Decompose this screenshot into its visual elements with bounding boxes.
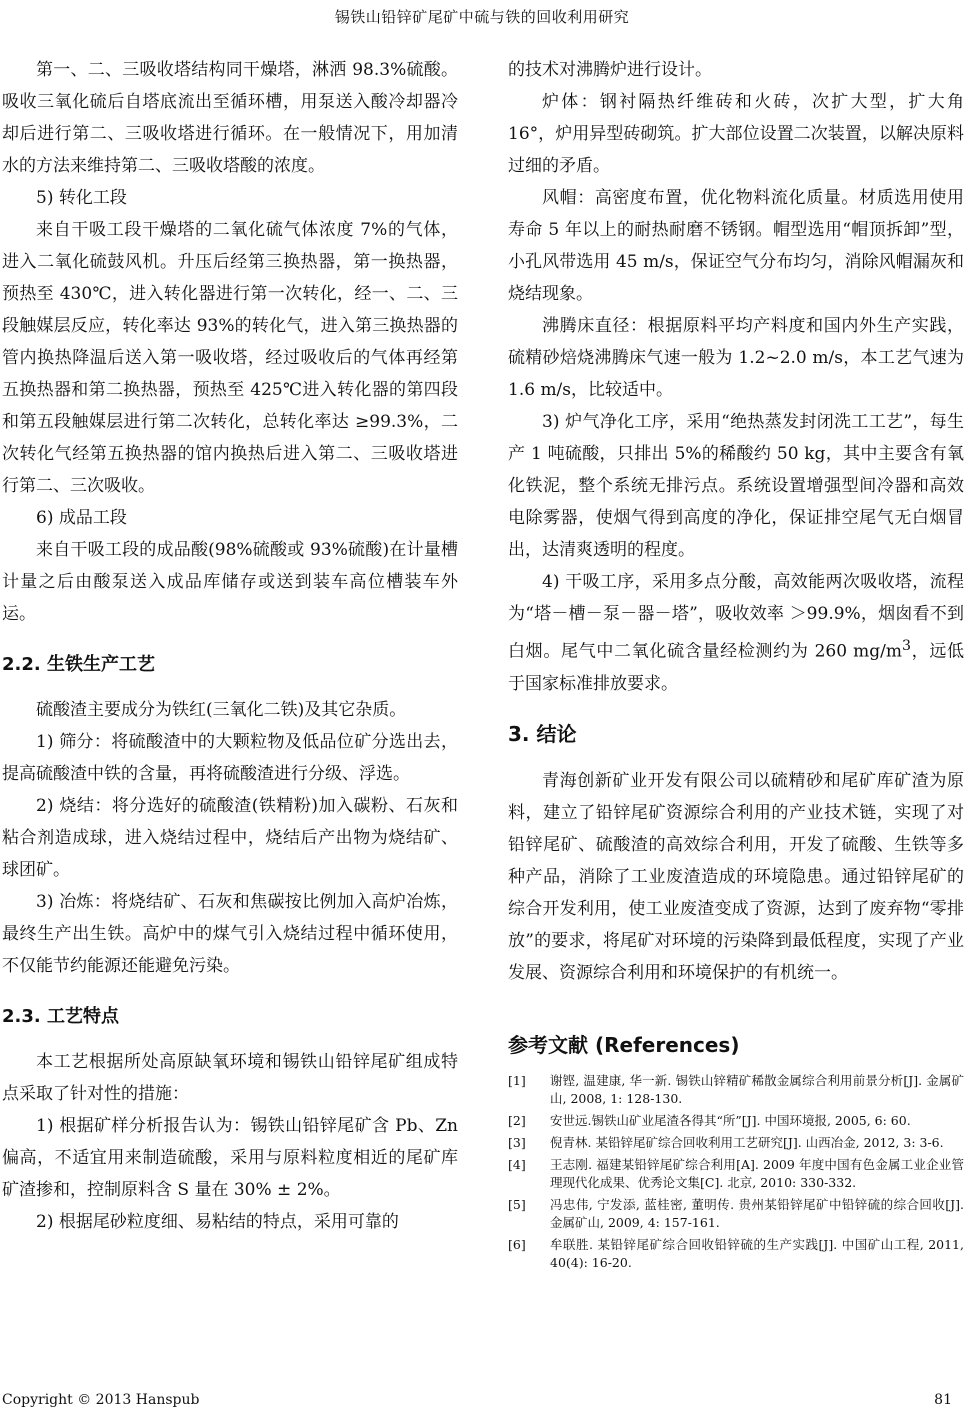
paragraph: 青海创新矿业开发有限公司以硫精砂和尾矿库矿渣为原料，建立了铅锌尾矿资源综合利用的产业技术链，实现了对铅锌尾矿、硫酸渣的高效综合利用，开发了硫酸、生铁等多种产品，消除了工业废渣造成的环境隐患。通过铅锌尾矿的综合开发利用，使工业废渣变成了资源，达到了废弃物“零排放”的要求，将尾矿对环境的污染降到最低程度，实现了产业发展、资源综合利用和环境保护的有机统一。 bbox=[508, 770, 964, 983]
reference-text: 王志刚. 福建某铅锌尾矿综合利用[A]. 2009 年度中国有色金属工业企业管理现代化成果、优秀论文集[C]. 北京, 2010: 330-332. bbox=[550, 1156, 964, 1190]
reference-text: 牟联胜. 某铅锌尾矿综合回收铅锌硫的生产实践[J]. 中国矿山工程, 2011, 40(4): 16-20. bbox=[550, 1236, 964, 1270]
section-heading-2-3: 2.3. 工艺特点 bbox=[2, 1006, 119, 1027]
copyright-notice: Copyright © 2013 Hanspub bbox=[2, 1392, 200, 1408]
reference-list bbox=[508, 1072, 964, 1272]
paragraph: 来自干吸工段的成品酸(98%硫酸或 93%硫酸)在计量槽计量之后由酸泵送入成品库储存或送到装车高位槽装车外运。 bbox=[2, 540, 458, 624]
paragraph: 炉体：钢衬隔热纤维砖和火砖，次扩大型，扩大角 16°，炉用异型砖砌筑。扩大部位设置二次装置，以解决原料过细的矛盾。 bbox=[508, 92, 964, 176]
paragraph: 第一、二、三吸收塔结构同干燥塔，淋洒 98.3%硫酸。吸收三氧化硫后自塔底流出至循环槽，用泵送入酸冷却器冷却后进行第二、三吸收塔进行循环。在一般情况下，用加清水的方法来维持第二、三吸收塔酸的浓度。 bbox=[2, 60, 458, 176]
paragraph: 3) 炉气净化工序，采用“绝热蒸发封闭洗工工艺”，每生产 1 吨硫酸，只排出 5%的稀酸约 50 kg，其中主要含有氧化铁泥，整个系统无排污点。系统设置增强型间冷器和高效电除雾器，使烟气得到高度的净化，保证排空尾气无白烟冒出，达清爽透明的程度。 bbox=[508, 412, 964, 560]
reference-number: [3] bbox=[508, 1134, 526, 1150]
paragraph bbox=[508, 566, 964, 700]
reference-item bbox=[508, 1156, 964, 1192]
section-heading-2-2: 2.2. 生铁生产工艺 bbox=[2, 654, 155, 675]
reference-item bbox=[508, 1196, 964, 1232]
paragraph: 来自干吸工段干燥塔的二氧化硫气体浓度 7%的气体，进入二氧化硫鼓风机。升压后经第三换热器，第一换热器，预热至 430℃，进入转化器进行第一次转化，经一、二、三段触媒层反应，转化率达 93%的转化气，进入第三换热器的管内换热降温后送入第一吸收塔，经过吸收后的气体再经第五换热器和第二换热器，预热至 425℃进入转化器的第四段和第五段触媒层进行第二次转化，总转化率达 ≥99.3%，二次转化气经第五换热器的馆内换热后进入第二、三吸收塔进行第二、三次吸收。 bbox=[2, 220, 458, 496]
paragraph: 沸腾床直径：根据原料平均产料度和国内外生产实践，硫精砂焙烧沸腾床气速一般为 1.2~2.0 m/s，本工艺气速为 1.6 m/s，比较适中。 bbox=[508, 316, 964, 400]
paragraph: 1) 筛分：将硫酸渣中的大颗粒物及低品位矿分选出去，提高硫酸渣中铁的含量，再将硫酸渣进行分级、浮选。 bbox=[2, 732, 458, 784]
reference-text: 谢铿, 温建康, 华一新. 锡铁山锌精矿稀散金属综合利用前景分析[J]. 金属矿山, 2008, 1: 128-130. bbox=[550, 1072, 964, 1106]
paragraph: 硫酸渣主要成分为铁红(三氧化二铁)及其它杂质。 bbox=[36, 700, 407, 720]
paragraph: 2) 烧结：将分选好的硫酸渣(铁精粉)加入碳粉、石灰和粘合剂造成球，进入烧结过程中，烧结后产出物为烧结矿、球团矿。 bbox=[2, 796, 458, 880]
reference-number: [6] bbox=[508, 1236, 526, 1252]
reference-number: [5] bbox=[508, 1196, 526, 1212]
paragraph-text: ，远低于国家标准排放要求。 bbox=[508, 641, 964, 694]
superscript: 3 bbox=[901, 638, 911, 654]
reference-number: [1] bbox=[508, 1072, 526, 1088]
paragraph: 1) 根据矿样分析报告认为：锡铁山铅锌尾矿含 Pb、Zn 偏高，不适宜用来制造硫酸，采用与原料粒度相近的尾矿库矿渣掺和，控制原料含 S 量在 30% ± 2%。 bbox=[2, 1116, 458, 1200]
paragraph: 本工艺根据所处高原缺氧环境和锡铁山铅锌尾矿组成特点采取了针对性的措施： bbox=[2, 1052, 458, 1104]
reference-text: 倪青林. 某铅锌尾矿综合回收利用工艺研究[J]. 山西冶金, 2012, 3: 3-6. bbox=[550, 1134, 944, 1150]
reference-number: [2] bbox=[508, 1112, 526, 1128]
right-column bbox=[508, 54, 964, 1276]
step-heading: 6) 成品工段 bbox=[36, 508, 127, 528]
reference-item bbox=[508, 1112, 964, 1130]
page-number: 81 bbox=[934, 1392, 952, 1408]
reference-text: 安世远.锡铁山矿业尾渣各得其“所”[J]. 中国环境报, 2005, 6: 60. bbox=[550, 1112, 911, 1128]
reference-item bbox=[508, 1134, 964, 1152]
reference-item bbox=[508, 1236, 964, 1272]
reference-item bbox=[508, 1072, 964, 1108]
paragraph: 3) 冶炼：将烧结矿、石灰和焦碳按比例加入高炉冶炼，最终生产出生铁。高炉中的煤气引入烧结过程中循环使用，不仅能节约能源还能避免污染。 bbox=[2, 892, 458, 976]
paragraph: 风帽：高密度布置，优化物料流化质量。材质选用使用寿命 5 年以上的耐热耐磨不锈钢。帽型选用“帽顶拆卸”型，小孔风带选用 45 m/s，保证空气分布均匀，消除风帽漏灰和烧结现象。 bbox=[508, 188, 964, 304]
reference-text: 冯忠伟, 宁发添, 蓝桂密, 董明传. 贵州某铅锌尾矿中铅锌硫的综合回收[J]. 金属矿山, 2009, 4: 157-161. bbox=[550, 1196, 964, 1230]
section-heading-3: 3. 结论 bbox=[508, 721, 577, 746]
paragraph: 的技术对沸腾炉进行设计。 bbox=[508, 60, 712, 80]
step-heading: 5) 转化工段 bbox=[36, 188, 127, 208]
paragraph-text: 4) 干吸工序，采用多点分酸，高效能两次吸收塔，流程为“塔－槽－泵－器－塔”，吸收效率 ＞99.9%，烟囱看不到白烟。尾气中二氧化硫含量经检测约为 260 mg/m bbox=[508, 572, 964, 662]
references-heading: 参考文献 (References) bbox=[508, 1032, 740, 1057]
reference-number: [4] bbox=[508, 1156, 526, 1172]
running-title: 锡铁山铅锌矿尾矿中硫与铁的回收利用研究 bbox=[334, 8, 630, 26]
left-column bbox=[2, 54, 458, 1238]
paragraph: 2) 根据尾砂粒度细、易粘结的特点，采用可靠的 bbox=[36, 1212, 399, 1232]
